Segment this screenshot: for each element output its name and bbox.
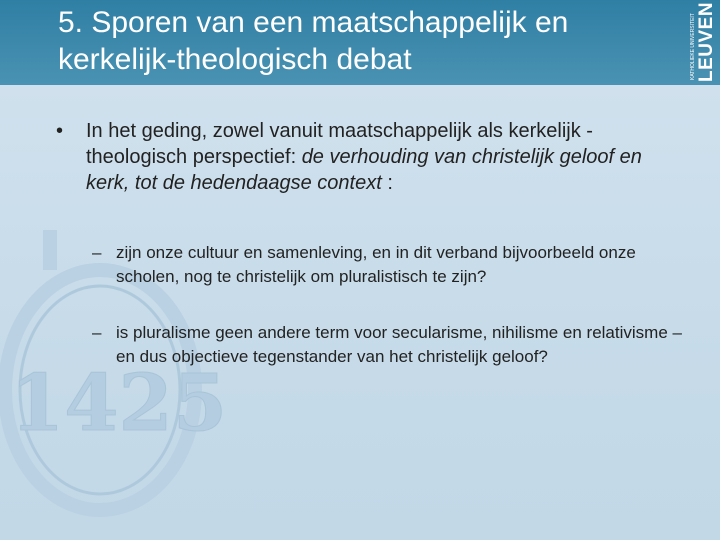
- sub-bullet-2: [92, 321, 686, 369]
- sub-bullet-2-text: is pluralisme geen andere term voor secularisme, nihilisme en relativisme – en dus objectieve tegenstander van het christelijk geloof?: [116, 323, 682, 366]
- logo-leuven-text: LEUVEN: [696, 1, 717, 82]
- sub-bullet-1-text: zijn onze cultuur en samenleving, en in dit verband bijvoorbeeld onze scholen, nog te christelijk om pluralistisch te zijn?: [116, 243, 636, 286]
- bullet-main-italic: de verhouding van christelijk geloof en kerk, tot de hedendaagse context: [86, 146, 642, 194]
- bullet-marker: •: [56, 120, 64, 142]
- bullet-main-text: In het geding, zowel vanuit maatschappelijk als kerkelijk -theologisch perspectief:: [86, 120, 593, 168]
- sub-bullet-marker: –: [92, 243, 102, 262]
- bullet-main: [56, 118, 686, 196]
- slide-title: 5. Sporen van een maatschappelijk en kerkelijk-theologisch debat: [58, 6, 569, 76]
- bullet-main-end: :: [381, 172, 393, 194]
- sub-bullet-1: [92, 241, 686, 289]
- sub-bullet-marker: –: [92, 323, 102, 342]
- watermark-digits: 1425: [10, 358, 228, 449]
- logo-university-text: KATHOLIEKE UNIVERSITEIT: [690, 13, 696, 80]
